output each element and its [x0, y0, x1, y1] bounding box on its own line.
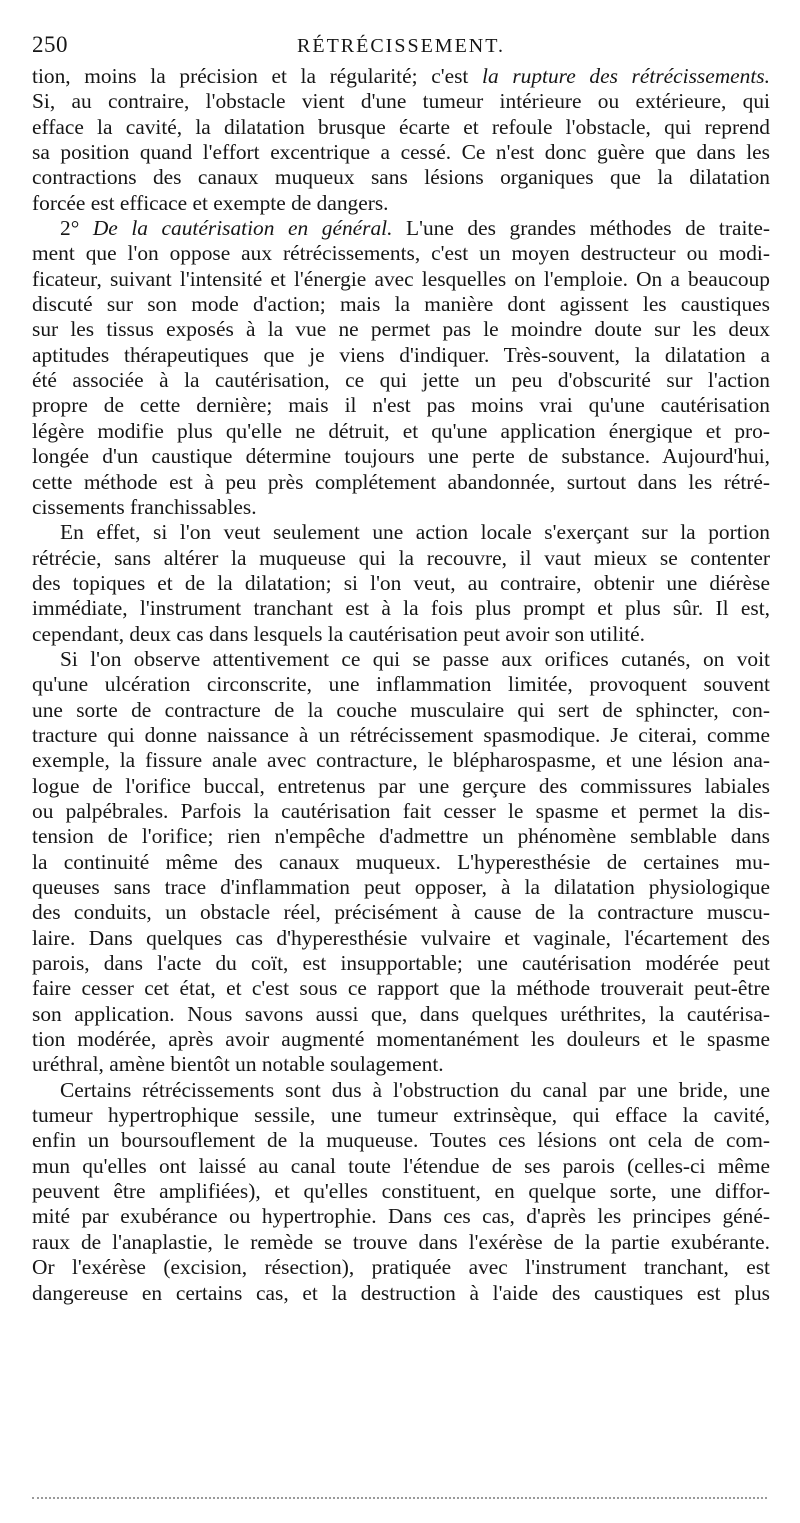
text-line	[32, 64, 770, 89]
text-line	[32, 267, 770, 292]
text-run: ficateur, suivant l'intensité et l'énergie avec lesquelles on l'emploie. On a beaucoup	[32, 266, 770, 291]
text-line	[32, 1179, 770, 1204]
text-run: queuses sans trace d'inflammation peut opposer, à la dilatation physiologique	[32, 875, 770, 899]
text-line	[32, 698, 770, 723]
text-run: des topiques et de la dilatation; si l'on veut, au contraire, obtenir une diérèse	[32, 570, 770, 595]
text-run: propre de cette dernière; mais il n'est pas moins vrai qu'une cautérisation	[32, 393, 770, 418]
text-line	[32, 672, 770, 697]
text-line	[32, 1281, 770, 1306]
text-run: contractions des canaux muqueux sans lésions organiques que la dilatation	[32, 165, 770, 190]
text-run: exemple, la fissure anale avec contracture, le blépharospasme, et une lésion ana-	[32, 748, 770, 773]
text-run: rétrécie, sans altérer la muqueuse qui la recouvre, il vaut mieux se contenter	[32, 545, 770, 570]
text-run: peuvent être amplifiées), et qu'elles constituent, en quelque sorte, une diffor-	[32, 1179, 770, 1204]
text-run: parois, dans l'acte du coït, est insupportable; une cautérisation modérée peut	[32, 951, 770, 976]
text-line	[32, 850, 770, 875]
text-line	[32, 799, 770, 824]
text-line	[32, 571, 770, 596]
text-run: raux de l'anaplastie, le remède se trouve dans l'exérèse de la partie exubérante.	[32, 1229, 770, 1254]
text-run: sa position quand l'effort excentrique a cessé. Ce n'est donc guère que dans les	[32, 140, 770, 165]
text-run: Certains rétrécissements sont dus à l'obstruction du canal par une bride, une	[60, 1077, 770, 1102]
text-line	[32, 520, 770, 545]
text-line	[32, 1255, 770, 1280]
text-run: été associée à la cautérisation, ce qui jette un peu d'obscurité sur l'action	[32, 368, 770, 393]
text-run: mun qu'elles ont laissé au canal toute l'étendue de ses parois (celles-ci même	[32, 1153, 770, 1178]
text-line	[32, 622, 770, 647]
running-title: RÉTRÉCISSEMENT.	[297, 35, 505, 57]
text-line	[32, 976, 770, 1001]
text-run: longée d'un caustique détermine toujours une perte de substance. Aujourd'hui,	[32, 444, 770, 469]
text-line	[32, 1027, 770, 1052]
text-line	[32, 1103, 770, 1128]
text-line	[32, 647, 770, 672]
text-line	[32, 191, 770, 216]
text-line	[32, 875, 770, 900]
text-run: sur les tissus exposés à la vue ne permet pas le moindre doute sur les deux	[32, 317, 770, 342]
text-line	[32, 596, 770, 621]
running-head	[32, 20, 770, 64]
text-line	[32, 292, 770, 317]
book-page	[32, 20, 770, 1306]
text-run: Si l'on observe attentivement ce qui se passe aux orifices cutanés, on voit	[60, 646, 770, 671]
text-run: tracture qui donne naissance à un rétrécissement spasmodique. Je citerai, comme	[32, 722, 770, 747]
text-run: uréthral, amène bientôt un notable soulagement.	[32, 1052, 444, 1077]
text-run: tumeur hypertrophique sessile, une tumeur extrinsèque, qui efface la cavité,	[32, 1103, 770, 1128]
footer-dotted-rule	[32, 1497, 767, 1499]
text-line	[32, 140, 770, 165]
text-run: faire cesser cet état, et c'est sous ce rapport que la méthode trouverait peut-être	[32, 976, 770, 1001]
text-run: ou palpébrales. Parfois la cautérisation fait cesser le spasme et permet la dis-	[32, 798, 770, 823]
text-run: Si, au contraire, l'obstacle vient d'une tumeur intérieure ou extérieure, qui	[32, 89, 770, 114]
text-line	[32, 723, 770, 748]
text-line	[32, 1128, 770, 1153]
text-run: tion modérée, après avoir augmenté momentanément les douleurs et le spasme	[32, 1027, 770, 1052]
text-line	[32, 748, 770, 773]
text-line	[32, 774, 770, 799]
text-line	[32, 368, 770, 393]
text-line	[32, 89, 770, 114]
text-run: enfin un boursouflement de la muqueuse. Toutes ces lésions ont cela de com-	[32, 1128, 770, 1153]
text-line	[32, 495, 770, 520]
text-line	[32, 317, 770, 342]
text-run: discuté sur son mode d'action; mais la manière dont agissent les caustiques	[32, 292, 770, 317]
text-line	[32, 1078, 770, 1103]
text-run: la continuité même des canaux muqueux. L'hyperesthésie de certaines mu-	[32, 849, 770, 874]
text-line	[32, 926, 770, 951]
text-run: une sorte de contracture de la couche musculaire qui sert de sphincter, con-	[32, 697, 770, 722]
text-run: Or l'exérèse (excision, résection), pratiquée avec l'instrument tranchant, est	[32, 1255, 770, 1280]
text-run: En effet, si l'on veut seulement une action locale s'exerçant sur la portion	[60, 520, 770, 545]
text-line	[32, 165, 770, 190]
text-run: aptitudes thérapeutiques que je viens d'indiquer. Très-souvent, la dilatation a	[32, 342, 770, 367]
text-line	[32, 900, 770, 925]
text-line	[32, 444, 770, 469]
text-line	[32, 951, 770, 976]
text-run: forcée est efficace et exempte de dangers.	[32, 190, 389, 215]
text-run: tension de l'orifice; rien n'empêche d'admettre un phénomène semblable dans	[32, 824, 770, 849]
text-run: qu'une ulcération circonscrite, une inflammation limitée, provoquent souvent	[32, 672, 770, 697]
text-run: tion, moins la précision et la régularité; c'est	[32, 64, 483, 88]
text-line	[32, 1154, 770, 1179]
text-run: 2°	[60, 216, 93, 241]
text-line	[32, 1204, 770, 1229]
text-run: laire. Dans quelques cas d'hyperesthésie vulvaire et vaginale, l'écartement des	[32, 925, 770, 950]
text-line	[32, 343, 770, 368]
text-run: cette méthode est à peu près complétement abandonnée, surtout dans les rétré-	[32, 469, 770, 494]
text-run: ment que l'on oppose aux rétrécissements, c'est un moyen destructeur ou modi-	[32, 241, 770, 266]
text-run: mité par exubérance ou hypertrophie. Dans ces cas, d'après les principes géné-	[32, 1204, 770, 1229]
text-run: efface la cavité, la dilatation brusque écarte et refoule l'obstacle, qui reprend	[32, 114, 770, 139]
text-line	[32, 546, 770, 571]
text-line	[32, 1052, 770, 1077]
text-run: logue de l'orifice buccal, entretenus par une gerçure des commissures labiales	[32, 773, 770, 798]
body-text	[32, 64, 770, 1306]
text-line	[32, 241, 770, 266]
text-run: cissements franchissables.	[32, 494, 257, 519]
text-line	[32, 115, 770, 140]
page-number: 250	[32, 32, 68, 57]
text-run: cependant, deux cas dans lesquels la cautérisation peut avoir son utilité.	[32, 621, 646, 646]
italic-text-run: la rupture des rétrécissements.	[482, 64, 770, 88]
text-line	[32, 216, 770, 241]
text-line	[32, 393, 770, 418]
text-run: immédiate, l'instrument tranchant est à la fois plus prompt et plus sûr. Il est,	[32, 596, 770, 621]
text-line	[32, 1002, 770, 1027]
text-line	[32, 470, 770, 495]
text-run: des conduits, un obstacle réel, précisément à cause de la contracture muscu-	[32, 900, 770, 925]
text-line	[32, 824, 770, 849]
text-line	[32, 1230, 770, 1255]
italic-text-run: De la cautérisation en général.	[92, 216, 393, 241]
text-run: son application. Nous savons aussi que, dans quelques uréthrites, la cautérisa-	[32, 1001, 770, 1026]
text-run: L'une des grandes méthodes de traite-	[392, 216, 770, 241]
text-line	[32, 419, 770, 444]
text-run: légère modifie plus qu'elle ne détruit, et qu'une application énergique et pro-	[32, 418, 770, 443]
text-run: dangereuse en certains cas, et la destruction à l'aide des caustiques est plus	[32, 1280, 770, 1305]
